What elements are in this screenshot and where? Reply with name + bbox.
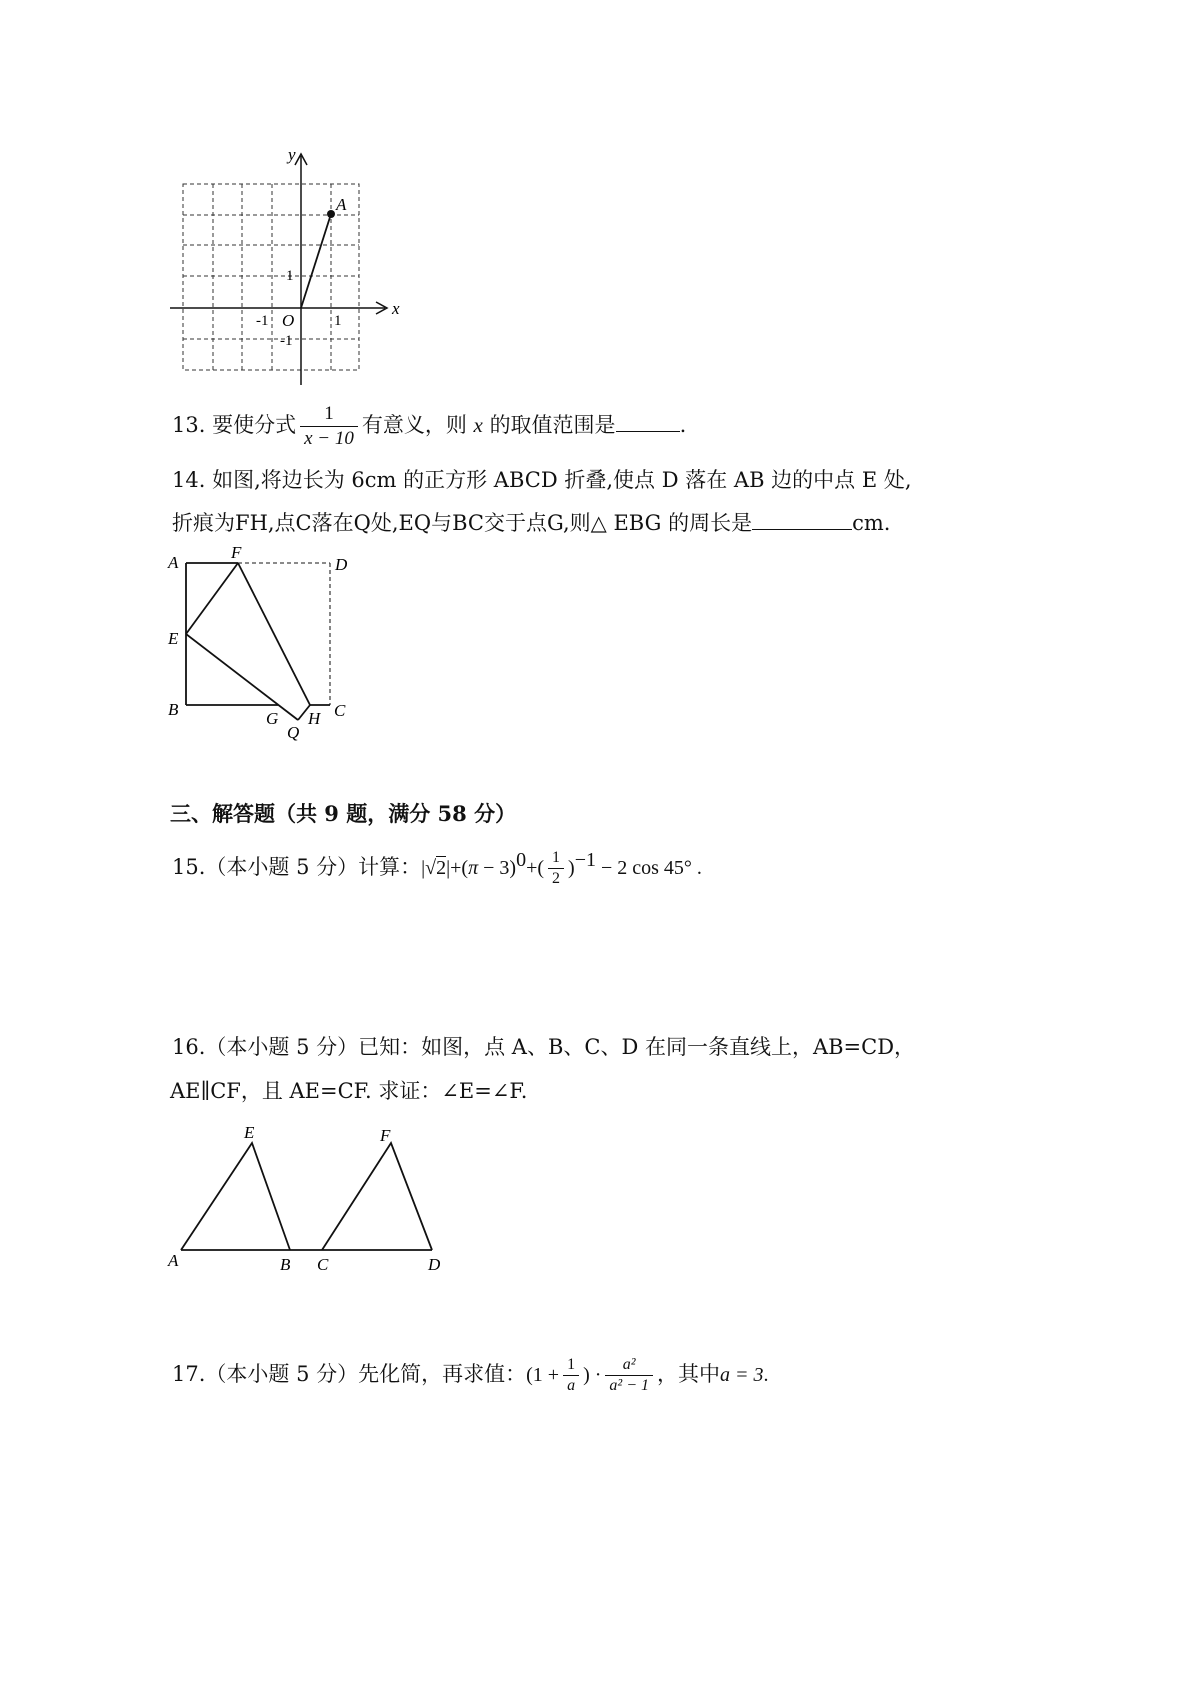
q15-abs-right: | (446, 857, 451, 879)
q14-line-1: 14. 如图,将边长为 6cm 的正方形 ABCD 折叠,使点 D 落在 AB 边的中点 E 处, (172, 468, 912, 492)
q17-part-2: ) · (583, 1364, 602, 1386)
question-13 (172, 402, 686, 451)
folded-square-figure (160, 540, 360, 745)
label-h: H (308, 709, 321, 728)
label-d: D (428, 1255, 441, 1274)
label-one-y: 1 (286, 268, 294, 284)
q15-exp-neg-1: −1 (574, 849, 596, 871)
coordinate-figure (170, 148, 410, 388)
q15-frac-den: 2 (552, 870, 561, 887)
q13-frac-den: x − 10 (304, 428, 354, 449)
q13-end: . (679, 413, 687, 437)
q15-part-3: +( (526, 857, 545, 879)
label-g: G (266, 709, 279, 728)
label-origin: O (282, 311, 295, 330)
q17-part-1: (1 + (526, 1364, 560, 1386)
q17-condition: a = 3 (719, 1364, 764, 1386)
q17-f1-den: a (567, 1377, 576, 1394)
q17-f2-num: a² (605, 1355, 653, 1376)
label-e: E (244, 1123, 255, 1142)
label-b: B (168, 700, 179, 719)
q15-abs-left: | (421, 857, 426, 879)
q15-fraction (548, 848, 564, 889)
label-c: C (317, 1255, 329, 1274)
segment-oa (301, 214, 331, 308)
q15-sqrt-value: 2 (436, 857, 447, 879)
label-a: A (168, 553, 179, 572)
q17-f2-den: a² − 1 (609, 1377, 649, 1394)
label-a: A (168, 1251, 179, 1270)
q15-sqrt-symbol: √ (425, 857, 437, 879)
q13-answer-blank[interactable] (616, 411, 680, 432)
q15-pi: π (468, 857, 479, 879)
q14-line-2 (172, 509, 890, 537)
label-x: x (392, 299, 400, 318)
q15-prefix: 15.（本小题 5 分）计算： (172, 855, 422, 879)
q17-fraction-2 (605, 1355, 653, 1396)
label-e: E (168, 629, 179, 648)
label-f: F (380, 1126, 391, 1145)
q14-line-2-text: 折痕为FH,点C落在Q处,EQ与BC交于点G,则△ EBG 的周长是 (172, 511, 753, 535)
q15-part-2: − 3) (478, 857, 517, 879)
label-y: y (288, 148, 296, 164)
triangle-abe (181, 1143, 290, 1250)
q13-text-after: 有意义，则 (361, 413, 467, 437)
q15-part-4: ) (568, 857, 575, 879)
q17-part-3: ，其中 (656, 1362, 720, 1386)
label-neg-one-y: -1 (280, 333, 293, 349)
q14-unit: cm. (852, 511, 891, 535)
q16-line-1: 16.（本小题 5 分）已知：如图，点 A、B、C、D 在同一条直线上，AB=CD， (172, 1035, 916, 1059)
point-a (327, 210, 335, 218)
q13-fraction (300, 402, 358, 451)
label-c: C (334, 701, 346, 720)
section-3-heading: 三、解答题（共 9 题，满分 58 分） (170, 801, 517, 826)
q17-f1-num: 1 (563, 1355, 579, 1376)
label-point-a: A (336, 195, 347, 214)
q13-text-before: 要使分式 (212, 413, 297, 437)
q13-number: 13. (172, 413, 206, 437)
q13-frac-num: 1 (300, 402, 358, 427)
q15-part-5: − 2 cos 45° . (595, 857, 702, 879)
q17-prefix: 17.（本小题 5 分）先化简，再求值： (172, 1362, 527, 1386)
label-d: D (335, 555, 348, 574)
folded-shape (186, 563, 330, 720)
q15-exp-0: 0 (516, 849, 527, 871)
q15-part-1: +( (450, 857, 469, 879)
question-15 (172, 846, 702, 889)
label-one-x: 1 (334, 313, 342, 329)
q15-frac-num: 1 (548, 848, 564, 869)
q17-fraction-1 (563, 1355, 579, 1396)
question-17 (172, 1355, 768, 1396)
triangle-cdf (322, 1143, 432, 1250)
q16-line-2: AE∥CF，且 AE=CF. 求证：∠E=∠F. (170, 1079, 528, 1103)
q14-answer-blank[interactable] (752, 509, 852, 530)
label-q: Q (287, 723, 300, 742)
q13-text-end: 的取值范围是 (489, 413, 616, 437)
q17-end: . (763, 1364, 769, 1386)
label-f: F (231, 543, 242, 562)
triangles-figure (160, 1120, 450, 1280)
label-b: B (280, 1255, 291, 1274)
label-neg-one-x: -1 (256, 313, 269, 329)
q13-var: x (473, 413, 483, 437)
